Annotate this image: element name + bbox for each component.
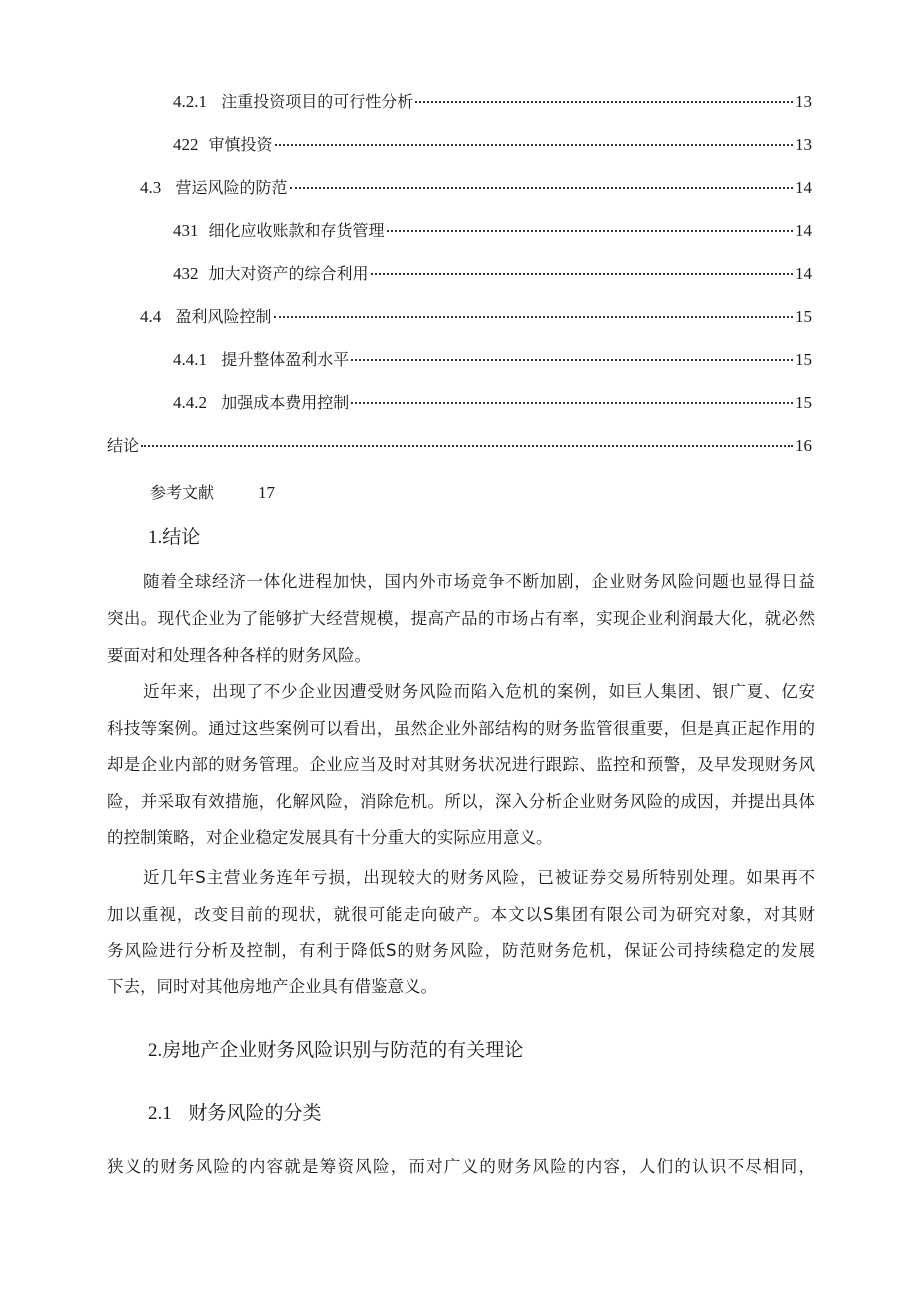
toc-page-number: 14 [795,178,812,197]
paragraph-line: 的控制策略，对企业稳定发展具有十分重大的实际应用意义。 [107,828,553,847]
toc-number: 432 [173,264,199,283]
toc-leader-dots [387,230,793,232]
toc-title: 加强成本费用控制 [221,393,350,412]
toc-number: 4.4 [140,307,166,326]
section-heading-2-1: 2.1 财务风险的分类 [148,1102,322,1124]
paragraph-line: 险，并采取有效措施，化解风险，消除危机。所以，深入分析企业财务风险的成因，并提出具体 [107,792,815,811]
toc-page-number: 14 [795,264,812,283]
paragraph-line: 随着全球经济一体化进程加快，国内外市场竞争不断加剧，企业财务风险问题也显得日益 [143,572,815,591]
paragraph-line: 要面对和处理各种各样的财务风险。 [107,646,371,665]
toc-entry-references[interactable] [150,480,275,503]
toc-entry[interactable] [173,218,812,240]
section-heading-2: 2.房地产企业财务风险识别与防范的有关理论 [148,1039,524,1061]
toc-entry[interactable] [140,175,812,197]
toc-number: 431 [173,221,199,240]
toc-entry[interactable] [107,433,812,455]
toc-title: 加大对资产的综合利用 [208,264,369,283]
toc-leader-dots [290,187,793,189]
paragraph-line: 近几年S主营业务连年亏损，出现较大的财务风险，已被证券交易所特别处理。如果再不 [143,868,815,887]
toc-title: 注重投资项目的可行性分析 [221,92,414,111]
toc-entry[interactable] [173,261,812,283]
section-heading-1: 1.结论 [148,526,201,548]
toc-leader-dots [371,273,793,275]
toc-leader-dots [141,445,793,447]
toc-title: 提升整体盈利水平 [221,350,350,369]
toc-title: 参考文献 [150,483,215,502]
toc-entry[interactable] [173,347,812,369]
toc-title: 盈利风险控制 [175,307,272,326]
paragraph-line: 狭义的财务风险的内容就是筹资风险，而对广义的财务风险的内容，人们的认识不尽相同， [107,1157,815,1176]
toc-title: 营运风险的防范 [175,178,288,197]
toc-leader-dots [274,316,793,318]
toc-number: 4.4.1 [173,350,212,369]
toc-page-number: 13 [795,92,812,111]
toc-title: 细化应收账款和存货管理 [208,221,385,240]
toc-page-number: 16 [795,436,812,455]
paragraph-line: 下去，同时对其他房地产企业具有借鉴意义。 [107,977,437,996]
toc-leader-dots [351,402,793,404]
toc-number: 422 [173,135,199,154]
toc-entry[interactable] [140,304,812,326]
toc-leader-dots [275,144,793,146]
toc-title: 结论 [107,436,140,455]
toc-page-number: 15 [795,307,812,326]
toc-leader-dots [351,359,793,361]
toc-number: 4.4.2 [173,393,212,412]
toc-number: 4.3 [140,178,166,197]
paragraph-line: 却是企业内部的财务管理。企业应当及时对其财务状况进行跟踪、监控和预警，及早发现财务风 [107,755,815,774]
toc-number: 4.2.1 [173,92,212,111]
toc-page-number: 15 [795,350,812,369]
toc-entry[interactable] [173,89,812,111]
toc-page-number: 17 [258,483,276,502]
paragraph-line: 突出。现代企业为了能够扩大经营规模，提高产品的市场占有率，实现企业利润最大化，就必然 [107,609,815,628]
paragraph-line: 加以重视，改变目前的现状，就很可能走向破产。本文以S集团有限公司为研究对象，对其财 [107,905,815,924]
toc-entry[interactable] [173,132,812,154]
paragraph-line: 近年来，出现了不少企业因遭受财务风险而陷入危机的案例，如巨人集团、银广夏、亿安 [143,682,815,701]
toc-title: 审慎投资 [208,135,273,154]
paragraph-line: 务风险进行分析及控制，有利于降低S的财务风险，防范财务危机，保证公司持续稳定的发展 [107,941,815,960]
toc-page-number: 14 [795,221,812,240]
toc-entry[interactable] [173,390,812,412]
paragraph-line: 科技等案例。通过这些案例可以看出，虽然企业外部结构的财务监管很重要，但是真正起作用的 [107,719,815,738]
toc-page-number: 13 [795,135,812,154]
toc-leader-dots [415,101,793,103]
toc-page-number: 15 [795,393,812,412]
